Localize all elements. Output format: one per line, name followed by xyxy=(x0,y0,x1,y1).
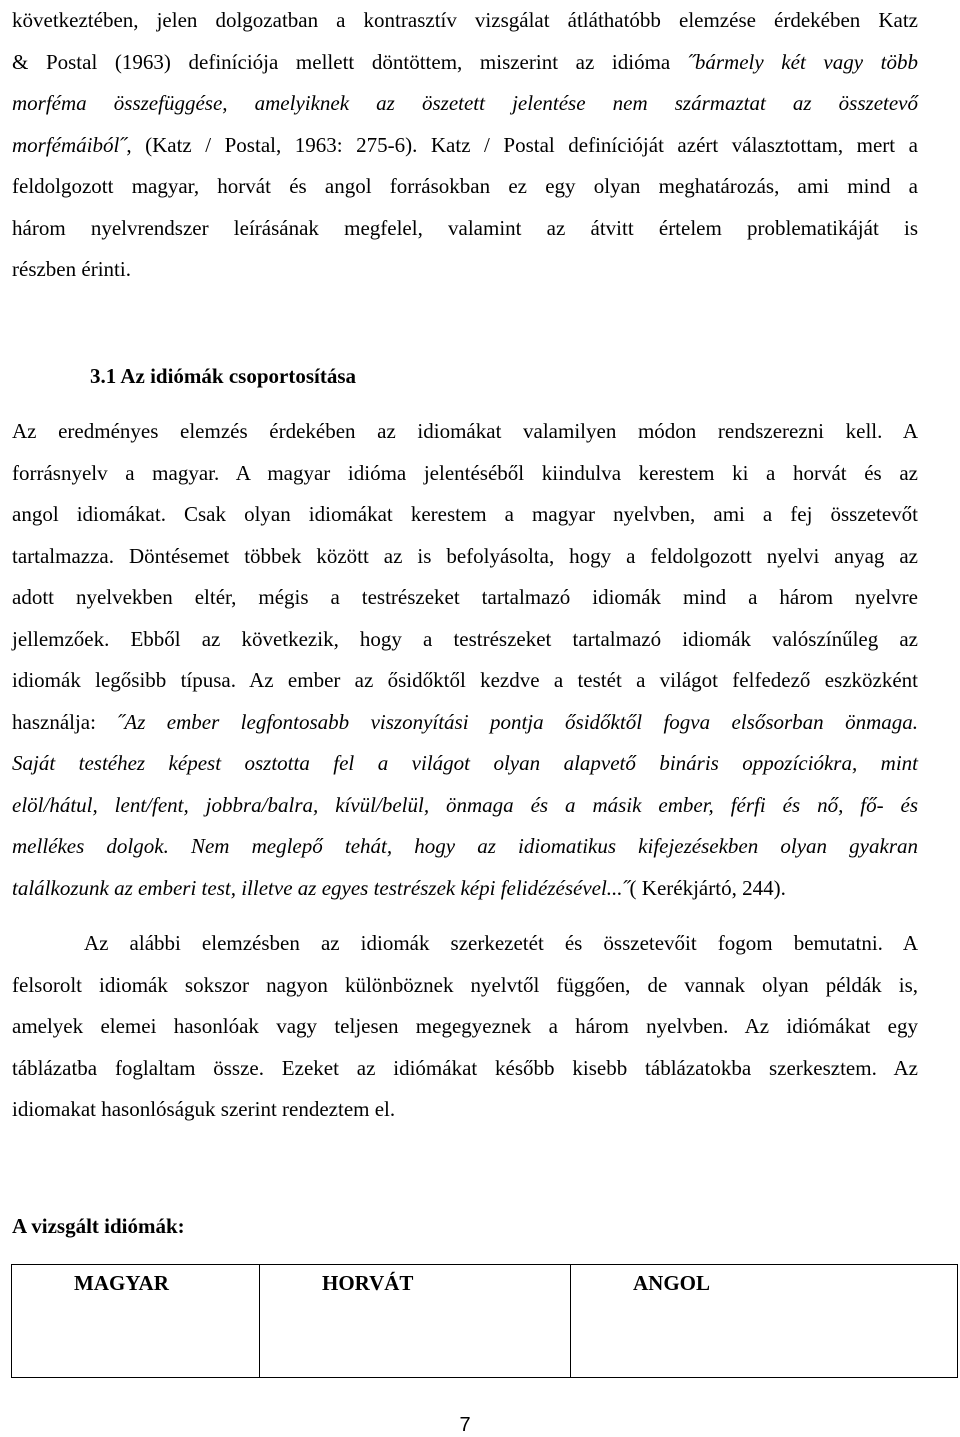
text-line: feldolgozott magyar, horvát és angol forrásokban ez egy olyan meghatározás, ami mind a xyxy=(12,174,918,198)
header-magyar: MAGYAR xyxy=(74,1271,169,1295)
section-heading: 3.1 Az idiómák csoportosítása xyxy=(90,364,357,388)
italic-quote: elöl/hátul, lent/fent, jobbra/balra, kívül/belül, önmaga és a másik ember, férfi és nő, fő- és xyxy=(12,792,918,817)
paragraph-analysis xyxy=(12,923,918,1131)
table-header-cell xyxy=(12,1265,260,1378)
text-run: ( Kerékjártó, 244). xyxy=(629,875,786,900)
header-horvat: HORVÁT xyxy=(322,1271,414,1295)
text-line: tartalmazza. Döntésemet többek között az is befolyásolta, hogy a feldolgozott nyelvi anyag az xyxy=(12,543,918,568)
text-line xyxy=(12,868,918,910)
text-line: idiomák legősibb típusa. Az ember az ősidőktől kezdve a testét a világot felfedező eszközként xyxy=(12,668,918,692)
header-angol: ANGOL xyxy=(633,1271,711,1295)
text-line: forrásnyelv a magyar. A magyar idióma jelentéséből kiindulva kerestem ki a horvát és az xyxy=(12,460,918,485)
italic-quote: ˝Az ember legfontosabb viszonyítási pontja ősidőktől fogva elsősorban önmaga. xyxy=(117,709,918,734)
text-line: következtében, jelen dolgozatban a kontrasztív vizsgálat átláthatóbb elemzése érdekében Katz xyxy=(12,8,918,32)
text-line xyxy=(12,42,918,84)
text-line xyxy=(12,785,918,827)
table-heading: A vizsgált idiómák: xyxy=(12,1214,185,1238)
italic-quote: Saját testéhez képest osztotta fel a világot olyan alapvető bináris oppozíciókra, mint xyxy=(12,751,918,775)
text-line: idiomakat hasonlóságuk szerint rendeztem el. xyxy=(12,1097,396,1121)
italic-quote: mellékes dolgok. Nem meglepő tehát, hogy az idiomatikus kifejezésekben olyan gyakran xyxy=(12,834,918,858)
text-line: táblázatba foglaltam össze. Ezeket az idiómákat később kisebb táblázatokba szerkesztem. Az xyxy=(12,1055,918,1080)
table-header-row xyxy=(12,1265,958,1378)
text-line xyxy=(12,743,918,785)
text-run: használja: xyxy=(12,709,118,734)
text-line: Az eredményes elemzés érdekében az idiomákat valamilyen módon rendszerezni kell. A xyxy=(12,419,918,443)
italic-quote: találkozunk az emberi test, illetve az egyes testrészek képi felidézésével...˝ xyxy=(12,875,630,900)
page-number: 7 xyxy=(459,1414,471,1436)
text-line xyxy=(12,702,918,744)
text-line: amelyek elemei hasonlóak vagy teljesen megegyeznek a három nyelvben. Az idiómákat egy xyxy=(12,1014,918,1038)
text-line xyxy=(12,826,918,868)
italic-quote: morféma összefüggése, amelyiknek az öszetett jelentése nem származtat az összetevő xyxy=(12,91,918,115)
text-line: adott nyelvekben eltér, mégis a testrészeket tartalmazó idiomák mind a három nyelvre xyxy=(12,585,918,609)
table-header-cell xyxy=(571,1265,958,1378)
text-run: , (Katz / Postal, 1963: 275-6). Katz / Postal definícióját azért választottam, mert a xyxy=(126,132,918,157)
text-line xyxy=(12,125,918,167)
italic-quote: ˝bármely két vagy több xyxy=(687,49,918,74)
text-line: Az alábbi elemzésben az idiomák szerkezetét és összetevőit fogom bemutatni. A xyxy=(84,931,918,955)
text-run: & Postal (1963) definíciója mellett döntöttem, miszerint az idióma xyxy=(12,49,688,74)
table-header-cell xyxy=(260,1265,571,1378)
text-line: jellemzőek. Ebből az következik, hogy a testrészeket tartalmazó idiomák valószínűleg az xyxy=(12,626,918,651)
paragraph-definition xyxy=(12,0,918,291)
text-line xyxy=(12,83,918,125)
idioms-table xyxy=(11,1264,958,1378)
paragraph-grouping xyxy=(12,411,918,909)
text-line: angol idiomákat. Csak olyan idiomákat kerestem a magyar nyelvben, ami a fej összetevőt xyxy=(12,502,918,526)
italic-quote: morfémáiból˝ xyxy=(12,132,127,157)
text-line: felsorolt idiomák sokszor nagyon különböznek nyelvtől függően, de vannak olyan példák is, xyxy=(12,972,918,997)
text-line: részben érinti. xyxy=(12,257,131,281)
text-line: három nyelvrendszer leírásának megfelel, valamint az átvitt értelem problematikáját is xyxy=(12,215,918,240)
